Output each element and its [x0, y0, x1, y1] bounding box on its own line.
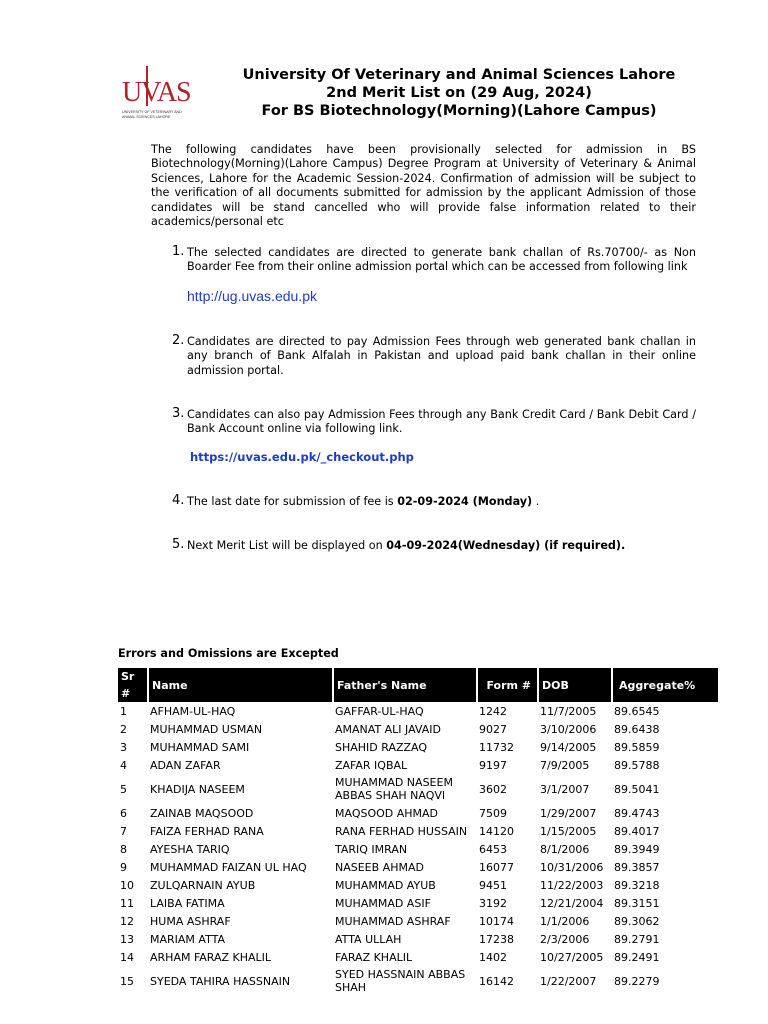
instruction-text: Candidates are directed to pay Admission Fees through web generated bank challan in any branch of Bank Alfalah in Pakistan and upload paid bank challan in their online admission portal. [187, 335, 696, 377]
cell-dob: 8/1/2006 [540, 842, 590, 856]
cell-dob: 1/29/2007 [540, 806, 597, 820]
cell-sr: 6 [120, 806, 127, 820]
cell-form: 16142 [479, 974, 514, 988]
cell-sr: 14 [120, 950, 134, 964]
cell-dob: 1/15/2005 [540, 824, 597, 838]
cell-form: 14120 [479, 824, 514, 838]
cell-name: MUHAMMAD SAMI [150, 740, 250, 754]
cell-name: ZULQARNAIN AYUB [150, 878, 256, 892]
cell-name: AFHAM-UL-HAQ [150, 704, 236, 718]
cell-name: KHADIJA NASEEM [150, 782, 245, 796]
instruction-3 [172, 408, 696, 437]
cell-form: 9027 [479, 722, 507, 736]
cell-father-name: ATTA ULLAH [335, 932, 402, 946]
cell-form: 9197 [479, 758, 507, 772]
cell-dob: 12/21/2004 [540, 896, 604, 910]
fee-deadline: 02-09-2024 (Monday) [397, 495, 533, 508]
cell-dob: 2/3/2006 [540, 932, 590, 946]
portal-link[interactable]: http://ug.uvas.edu.pk [187, 288, 317, 304]
header-dob: DOB [538, 668, 612, 702]
table-row [118, 720, 718, 738]
cell-dob: 7/9/2005 [540, 758, 590, 772]
table-row [118, 930, 718, 948]
cell-aggregate: 89.4743 [614, 806, 660, 820]
merit-list-date: 2nd Merit List on (29 Aug, 2024) [326, 85, 592, 101]
cell-form: 1242 [479, 704, 507, 718]
cell-aggregate: 89.2491 [614, 950, 660, 964]
cell-aggregate: 89.3949 [614, 842, 660, 856]
cell-name: AYESHA TARIQ [150, 842, 230, 856]
cell-form: 6453 [479, 842, 507, 856]
cell-dob: 10/27/2005 [540, 950, 604, 964]
cell-dob: 10/31/2006 [540, 860, 604, 874]
cell-form: 17238 [479, 932, 514, 946]
cell-name: ZAINAB MAQSOOD [150, 806, 254, 820]
cell-sr: 3 [120, 740, 127, 754]
cell-name: MUHAMMAD USMAN [150, 722, 263, 736]
cell-dob: 11/7/2005 [540, 704, 597, 718]
cell-aggregate: 89.3857 [614, 860, 660, 874]
instruction-number: 4. [172, 493, 185, 508]
cell-sr: 10 [120, 878, 134, 892]
cell-sr: 9 [120, 860, 127, 874]
cell-name: MARIAM ATTA [150, 932, 226, 946]
instruction-text [187, 495, 696, 509]
cell-name: ARHAM FARAZ KHALIL [150, 950, 272, 964]
next-merit-date: 04-09-2024(Wednesday) (if required). [386, 539, 626, 552]
cell-name: ADAN ZAFAR [150, 758, 221, 772]
instruction-5 [172, 539, 696, 553]
university-title: University Of Veterinary and Animal Sciences Lahore [242, 67, 676, 83]
logo-tagline: UNIVERSITY OF VETERINARY AND ANIMAL SCIENCES LAHORE [122, 110, 182, 119]
cell-dob: 3/10/2006 [540, 722, 597, 736]
cell-father-name: RANA FERHAD HUSSAIN [335, 824, 468, 838]
cell-form: 9451 [479, 878, 507, 892]
cell-sr: 2 [120, 722, 127, 736]
cell-dob: 3/1/2007 [540, 782, 590, 796]
cell-father-name: TARIQ IMRAN [335, 842, 408, 856]
header-father-name: Father's Name [333, 668, 477, 702]
cell-sr: 11 [120, 896, 134, 910]
cell-aggregate: 89.5859 [614, 740, 660, 754]
cell-form: 16077 [479, 860, 514, 874]
cell-form: 10174 [479, 914, 514, 928]
table-row [118, 948, 718, 966]
page-header [200, 66, 718, 120]
cell-sr: 15 [120, 974, 134, 988]
cell-aggregate: 89.3218 [614, 878, 660, 892]
instruction-1 [172, 246, 696, 275]
logo-text: UVAS [122, 77, 191, 108]
cell-sr: 8 [120, 842, 127, 856]
table-row [118, 840, 718, 858]
cell-aggregate: 89.5041 [614, 782, 660, 796]
cell-sr: 4 [120, 758, 127, 772]
cell-father-name: MUHAMMAD NASEEM ABBAS SHAH NAQVI [335, 776, 453, 802]
cell-dob: 11/22/2003 [540, 878, 604, 892]
cell-father-name: MUHAMMAD ASHRAF [335, 914, 451, 928]
cell-sr: 5 [120, 782, 127, 796]
instruction-2 [172, 335, 696, 378]
header-aggregate: Aggregate% [612, 668, 718, 702]
cell-aggregate: 89.2791 [614, 932, 660, 946]
cell-aggregate: 89.4017 [614, 824, 660, 838]
uvas-logo [118, 66, 191, 134]
cell-father-name: SHAHID RAZZAQ [335, 740, 428, 754]
cell-father-name: MUHAMMAD ASIF [335, 896, 431, 910]
cell-form: 11732 [479, 740, 514, 754]
cell-father-name: MAQSOOD AHMAD [335, 806, 439, 820]
errors-omissions-note: Errors and Omissions are Excepted [118, 647, 339, 660]
instruction-text [187, 539, 696, 553]
cell-dob: 1/22/2007 [540, 974, 597, 988]
cell-father-name: NASEEB AHMAD [335, 860, 424, 874]
instruction-text-before: Next Merit List will be displayed on [187, 539, 387, 552]
cell-name: LAIBA FATIMA [150, 896, 225, 910]
header-name: Name [148, 668, 333, 702]
table-row [118, 858, 718, 876]
cell-aggregate: 89.3151 [614, 896, 660, 910]
cell-form: 1402 [479, 950, 507, 964]
cell-dob: 1/1/2006 [540, 914, 590, 928]
table-row [118, 822, 718, 840]
table-row [118, 804, 718, 822]
cell-name: FAIZA FERHAD RANA [150, 824, 264, 838]
instruction-text: The selected candidates are directed to generate bank challan of Rs.70700/- as Non Boarder Fee from their online admission portal which can be accessed from following link [187, 246, 696, 274]
merit-table [118, 668, 718, 996]
cell-dob: 9/14/2005 [540, 740, 597, 754]
instruction-number: 5. [172, 537, 185, 552]
instruction-text: Candidates can also pay Admission Fees through any Bank Credit Card / Bank Debit Card / Bank Account online via following link. [187, 408, 696, 436]
table-row [118, 876, 718, 894]
instruction-number: 1. [172, 244, 185, 259]
cell-aggregate: 89.6545 [614, 704, 660, 718]
cell-name: HUMA ASHRAF [150, 914, 231, 928]
table-row [118, 774, 718, 804]
cell-father-name: GAFFAR-UL-HAQ [335, 704, 424, 718]
table-row [118, 756, 718, 774]
cell-father-name: ZAFAR IQBAL [335, 758, 408, 772]
instruction-number: 3. [172, 406, 185, 421]
cell-name: SYEDA TAHIRA HASSNAIN [150, 974, 291, 988]
table-row [118, 966, 718, 996]
cell-father-name: AMANAT ALI JAVAID [335, 722, 441, 736]
cell-father-name: SYED HASSNAIN ABBAS SHAH [335, 968, 466, 994]
instruction-text-after: . [532, 495, 540, 508]
cell-sr: 1 [120, 704, 127, 718]
cell-sr: 7 [120, 824, 127, 838]
cell-sr: 13 [120, 932, 134, 946]
checkout-link[interactable]: https://uvas.edu.pk/_checkout.php [190, 450, 414, 464]
cell-form: 3602 [479, 782, 507, 796]
intro-paragraph: The following candidates have been provisionally selected for admission in BS Biotechnology(Morning)(Lahore Campus) Degree Program at University of Veterinary & Animal Sciences, Lahore for the Academic Session-2024. Confirmation of admission will be subject to the verification of all documents submitted for admission by the applicant Admission of those candidates will be stand cancelled who will provide false information related to their academics/personal etc [151, 143, 696, 229]
instruction-4 [172, 495, 696, 509]
program-title: For BS Biotechnology(Morning)(Lahore Campus) [261, 103, 657, 119]
table-row [118, 738, 718, 756]
instruction-text-before: The last date for submission of fee is [187, 495, 398, 508]
cell-father-name: FARAZ KHALIL [335, 950, 413, 964]
header-sr: Sr # [118, 668, 148, 702]
cell-name: MUHAMMAD FAIZAN UL HAQ [150, 860, 307, 874]
table-row [118, 702, 718, 720]
cell-sr: 12 [120, 914, 134, 928]
cell-aggregate: 89.6438 [614, 722, 660, 736]
cell-aggregate: 89.3062 [614, 914, 660, 928]
table-header-row [118, 668, 718, 702]
cell-form: 3192 [479, 896, 507, 910]
cell-aggregate: 89.5788 [614, 758, 660, 772]
cell-form: 7509 [479, 806, 507, 820]
table-row [118, 912, 718, 930]
header-form: Form # [477, 668, 538, 702]
table-row [118, 894, 718, 912]
instruction-number: 2. [172, 333, 185, 348]
cell-father-name: MUHAMMAD AYUB [335, 878, 436, 892]
cell-aggregate: 89.2279 [614, 974, 660, 988]
